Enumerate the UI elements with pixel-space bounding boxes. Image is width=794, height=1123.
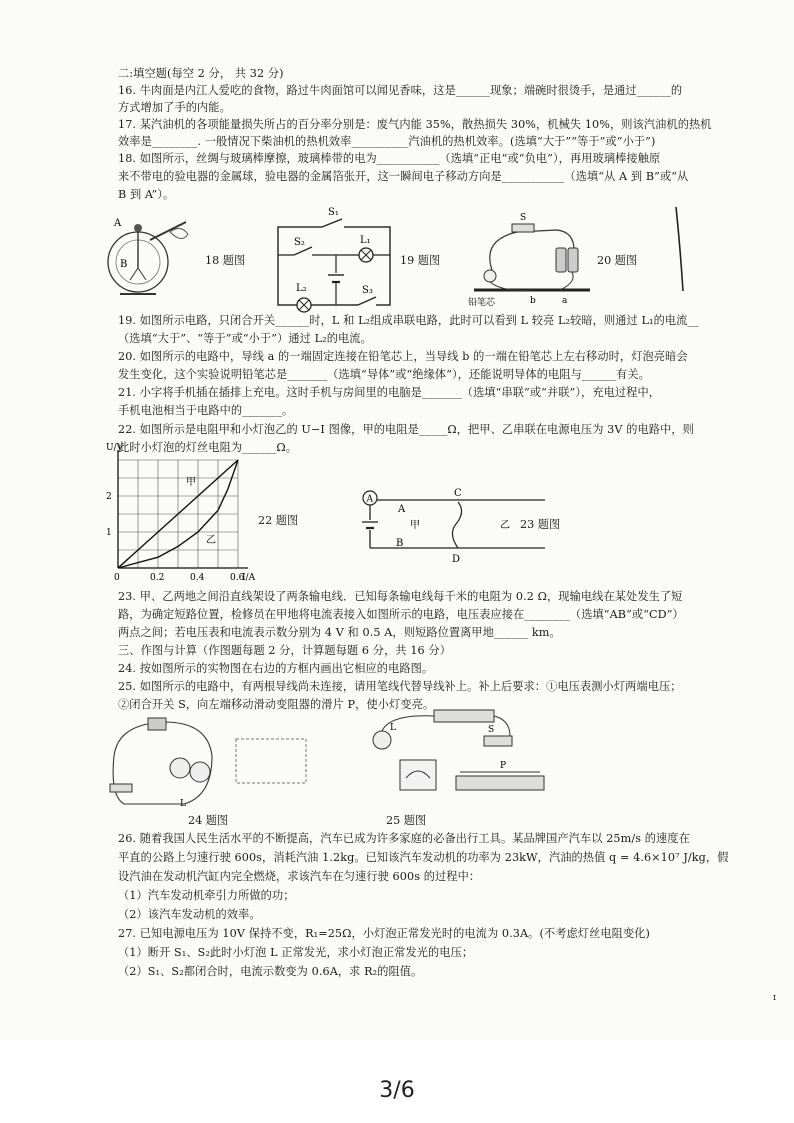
label-s: S: [520, 213, 527, 223]
section-heading-drawing-calc: 三、作图与计算（作图题每题 2 分，计算题每题 6 分，共 16 分）: [118, 644, 451, 657]
question-27-part-2: （2）S₁、S₂都闭合时，电流示数变为 0.6A，求 R₂的阻值。: [118, 965, 423, 978]
label-s2: S₂: [294, 237, 305, 248]
page-number: 3/6: [379, 1078, 415, 1103]
question-22-line-2: 此时小灯泡的灯丝电阻为______Ω。: [118, 441, 297, 454]
figure-23-caption: 23 题图: [520, 518, 561, 531]
question-26-line-1: 26. 随着我国人民生活水平的不断提高，汽车已成为许多家庭的必备出行工具。某品牌国产汽车以 25m/s 的速度在: [118, 832, 690, 845]
question-23-line-1: 23. 甲、乙两地之间沿直线架设了两条输电线．已知每条输电线每千米的电阻为 0.2 Ω，现输电线在某处发生了短: [118, 590, 683, 603]
question-18-line-2: 来不带电的验电器的金属球，验电器的金属箔张开，这一瞬间电子移动方向是___________（选填“从 A 到 B”或“从: [118, 170, 689, 183]
label-l1: L₁: [360, 235, 371, 246]
y-tick-label: 1: [106, 528, 112, 538]
question-25-line-2: ②闭合开关 S，向左端移动滑动变阻器的滑片 P，使小灯变亮。: [118, 698, 435, 711]
figure-20-caption: 20 题图: [597, 254, 638, 267]
question-21-line-1: 21. 小字将手机插在插排上充电。这时手机与房间里的电脑是_______（选填“串联”或“并联”），充电过程中，: [118, 386, 661, 399]
question-26-part-1: （1）汽车发动机牵引力所做的功；: [118, 889, 295, 902]
x-tick-label: 0.6: [230, 573, 245, 583]
question-26-line-3: 设汽油在发动机汽缸内完全燃烧，求该汽车在匀速行驶 600s 的过程中：: [118, 870, 481, 883]
figure-18-caption: 18 题图: [205, 254, 246, 267]
label-slider-p: P: [500, 761, 507, 771]
figure-22-caption: 22 题图: [258, 514, 299, 527]
figure-20-pencil-lead-circuit: [462, 210, 597, 308]
question-26-part-2: （2）该汽车发动机的效率。: [118, 908, 261, 921]
figure-25-physical-circuit: [360, 706, 550, 810]
question-18-line-1: 18. 如图所示，丝绸与玻璃棒摩擦，玻璃棒带的电为___________（选填“正电”或“负电”），再用玻璃棒接触原: [118, 152, 661, 165]
question-27-line-1: 27. 已知电源电压为 10V 保持不变，R₁=25Ω，小灯泡正常发光时的电流为 0.3A。(不考虑灯丝电阻变化): [118, 927, 650, 940]
figure-19-caption: 19 题图: [400, 254, 441, 267]
svg-text:B: B: [120, 259, 128, 270]
x-axis-label: I/A: [242, 573, 256, 583]
question-26-line-2: 平直的公路上匀速行驶 600s，消耗汽油 1.2kg。已知该汽车发动机的功率为 23kW，汽油的热值 q = 4.6×10⁷ J/kg，假: [118, 851, 729, 864]
label-location-yi: 乙: [500, 520, 510, 531]
label-l2: L₂: [296, 283, 307, 294]
question-21-line-2: 手机电池相当于电路中的_______。: [118, 404, 294, 417]
x-tick-label: 0.2: [150, 573, 165, 583]
label-switch-s-25: S: [488, 725, 495, 735]
label-s1: S₁: [328, 207, 339, 218]
question-16-line-1: 16. 牛肉面是内江人爱吃的食物，路过牛肉面馆可以闻见香味，这是______现象；端碗时很烫手，是通过______的: [118, 84, 683, 97]
figure-18-electroscope: [100, 210, 210, 300]
question-22-line-1: 22. 如图所示是电阻甲和小灯泡乙的 U−I 图像，甲的电阻是_____Ω，把甲、乙串联在电源电压为 3V 的电路中，则: [118, 423, 694, 436]
scan-mark: ɪ: [773, 993, 776, 1003]
question-17-line-2: 效率是________. 一般情况下柴油机的热机效率__________汽油机的热机效率。(选填“大于”“等于”或“小于”): [118, 135, 656, 148]
label-pencil-lead: 铅笔芯: [468, 298, 496, 308]
label-point-b: B: [396, 538, 404, 549]
question-19-line-1: 19. 如图所示电路，只闭合开关______时，L 和 L₂组成串联电路，此时可以看到 L 较亮 L₂较暗，则通过 L₁的电流__: [118, 314, 699, 327]
figure-19-circuit: [270, 205, 400, 311]
question-16-line-2: 方式增加了手的内能。: [118, 101, 231, 114]
figure-24-answer-box: [234, 737, 310, 787]
question-24-line-1: 24. 按如图所示的实物图在右边的方框内画出它相应的电路图。: [118, 662, 434, 675]
y-tick-label: 2: [106, 492, 112, 502]
figure-24-physical-circuit: [104, 716, 224, 812]
label-b: b: [530, 296, 536, 306]
question-20-line-2: 发生变化，这个实验说明铅笔芯是_______（选填“导体”或“绝缘体”），还能说明导体的电阻与______有关。: [118, 368, 650, 381]
scan-stroke-mark: [670, 205, 690, 295]
series-label-jia: 甲: [186, 477, 196, 489]
question-19-line-2: （选填“大于”、“等于”或“小于”）通过 L₂的电流。: [118, 332, 372, 345]
label-a: a: [562, 296, 568, 306]
y-axis-label: U/V: [106, 443, 124, 453]
label-point-d: D: [452, 554, 461, 565]
question-23-line-3: 两点之间；若电压表和电流表示数分别为 4 V 和 0.5 A，则短路位置离甲地______ km。: [118, 626, 561, 639]
question-23-line-2: 路，为确定短路位置，检修员在甲地将电流表接入如图所示的电路，电压表应接在________（选填“AB”或“CD”）: [118, 608, 684, 621]
question-17-line-1: 17. 某汽油机的各项能量损失所占的百分率分别是：废气内能 35%，散热损失 30%，机械失 10%，则该汽油机的热机: [118, 118, 712, 131]
x-tick-label: 0: [114, 573, 120, 583]
label-lamp-l-25: L: [390, 723, 396, 733]
label-point-c: C: [454, 488, 462, 499]
question-20-line-1: 20. 如图所示的电路中，导线 a 的一端固定连接在铅笔芯上，当导线 b 的一端在铅笔芯上左右移动时，灯泡亮暗会: [118, 350, 688, 363]
section-heading-fill-blank: 二:填空题(每空 2 分， 共 32 分): [118, 67, 284, 80]
label-point-a: A: [398, 504, 406, 515]
svg-text:A: A: [114, 218, 122, 229]
question-27-part-1: （1）断开 S₁、S₂此时小灯泡 L 正常发光，求小灯泡正常发光的电压；: [118, 946, 474, 959]
x-tick-label: 0.4: [190, 573, 205, 583]
question-18-line-3: B 到 A”）。: [118, 188, 175, 201]
label-ammeter: A: [366, 494, 373, 505]
series-label-yi: 乙: [206, 534, 216, 546]
label-lamp-l: L: [180, 799, 186, 809]
label-location-jia: 甲: [410, 520, 420, 531]
label-s3: S₃: [362, 285, 373, 296]
question-25-line-1: 25. 如图所示的电路中，有两根导线尚未连接，请用笔线代替导线补上。补上后要求：①电压表测小灯两端电压；: [118, 680, 682, 693]
figure-25-caption: 25 题图: [386, 814, 427, 827]
figure-24-caption: 24 题图: [188, 814, 229, 827]
